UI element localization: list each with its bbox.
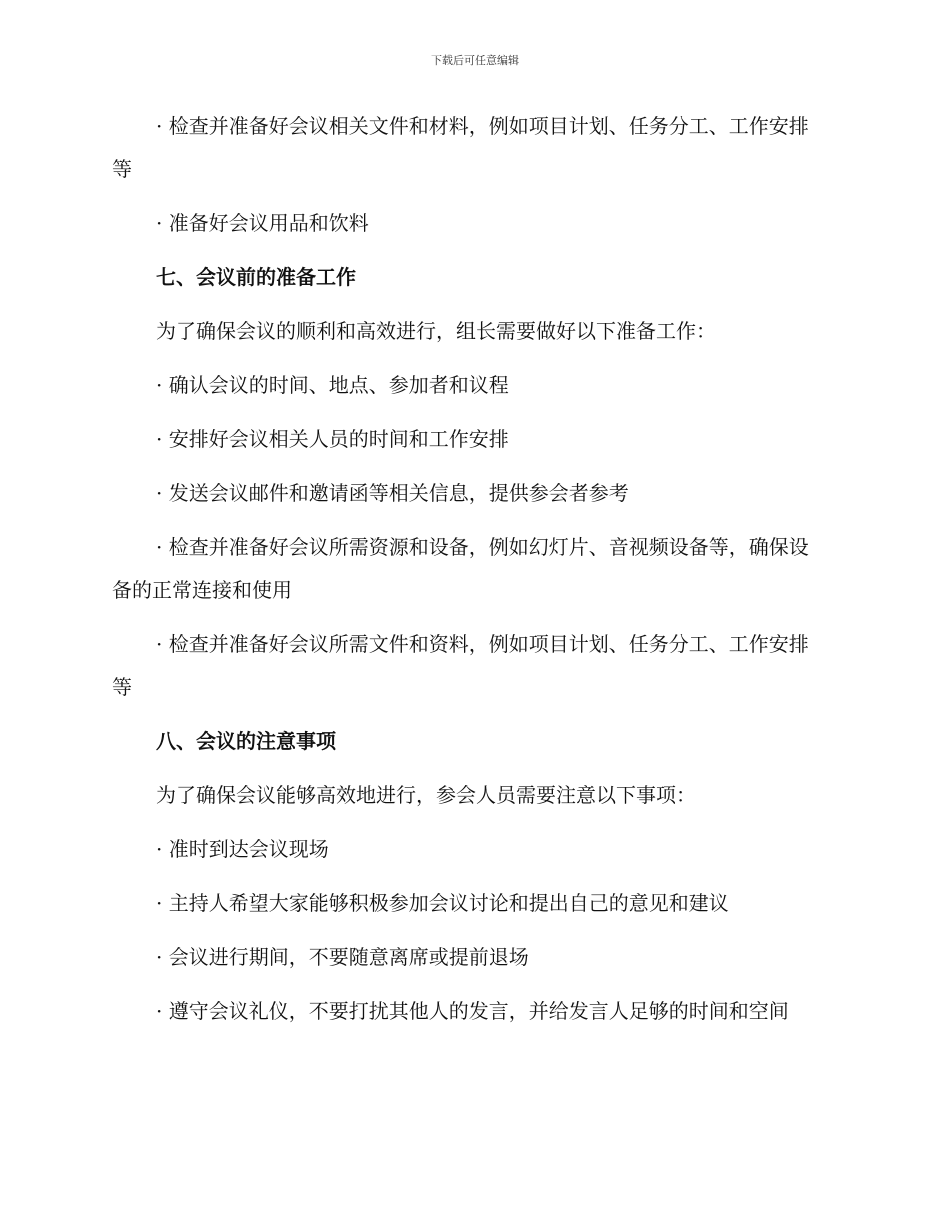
bullet-item: · 会议进行期间，不要随意离席或提前退场 [156, 945, 529, 969]
bullet-item: · 遵守会议礼仪，不要打扰其他人的发言，并给发言人足够的时间和空间 [156, 999, 789, 1023]
section-heading: 七、会议前的准备工作 [156, 265, 356, 289]
bullet-item: · 检查并准备好会议所需文件和资料，例如项目计划、任务分工、工作安排等 [112, 632, 809, 699]
bullet-item: · 安排好会议相关人员的时间和工作安排 [156, 427, 509, 451]
bullet-item: · 检查并准备好会议所需资源和设备，例如幻灯片、音视频设备等，确保设备的正常连接和使用 [112, 535, 809, 602]
document-body [112, 105, 824, 1033]
bullet-item: · 检查并准备好会议相关文件和材料，例如项目计划、任务分工、工作安排等 [112, 114, 809, 181]
body-paragraph: 为了确保会议的顺利和高效进行，组长需要做好以下准备工作： [156, 319, 716, 343]
bullet-item: · 发送会议邮件和邀请函等相关信息，提供参会者参考 [156, 481, 629, 505]
bullet-item: · 主持人希望大家能够积极参加会议讨论和提出自己的意见和建议 [156, 891, 729, 915]
bullet-item: · 准备好会议用品和饮料 [156, 211, 369, 235]
section-heading: 八、会议的注意事项 [156, 729, 336, 753]
body-paragraph: 为了确保会议能够高效地进行，参会人员需要注意以下事项： [156, 783, 696, 807]
bullet-item: · 准时到达会议现场 [156, 837, 329, 861]
page-header: 下载后可任意编辑 [431, 54, 519, 67]
bullet-item: · 确认会议的时间、地点、参加者和议程 [156, 373, 509, 397]
